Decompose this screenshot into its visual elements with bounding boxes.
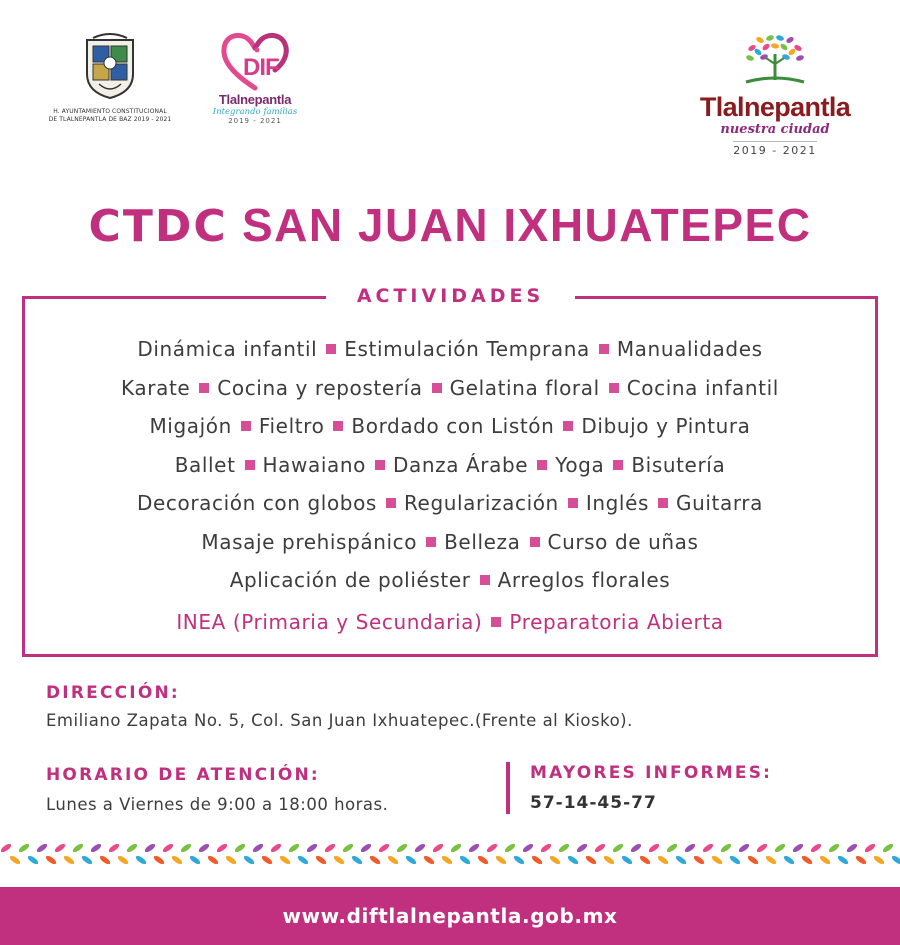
activity-line bbox=[22, 411, 878, 450]
leaf-shape bbox=[801, 854, 814, 865]
leaf-shape bbox=[702, 842, 715, 853]
leaf-shape bbox=[126, 842, 139, 853]
pink-square-icon bbox=[537, 460, 547, 470]
leaf-shape bbox=[252, 842, 265, 853]
leaf-shape bbox=[756, 842, 769, 853]
leaf-shape bbox=[567, 854, 580, 865]
leaf-shape bbox=[504, 842, 517, 853]
leaf-shape bbox=[378, 842, 391, 853]
activities-heading: ACTIVIDADES bbox=[356, 285, 545, 307]
pink-square-icon bbox=[609, 383, 619, 393]
leaf-shape bbox=[225, 854, 238, 865]
leaf-shape bbox=[639, 854, 652, 865]
leaf-shape bbox=[54, 842, 67, 853]
leaf-shape bbox=[207, 854, 220, 865]
hours-label: HORARIO DE ATENCIÓN: bbox=[46, 765, 320, 785]
page-title bbox=[0, 198, 900, 252]
leaf-shape bbox=[828, 842, 841, 853]
dif-city: Tlalnepantla bbox=[218, 92, 292, 107]
hours-text: Lunes a Viernes de 9:00 a 18:00 horas. bbox=[46, 795, 389, 814]
activity-line bbox=[22, 607, 878, 646]
leaf-shape bbox=[783, 854, 796, 865]
colorful-tree-icon bbox=[740, 34, 810, 86]
leaf-shape bbox=[72, 842, 85, 853]
leaf-shape bbox=[0, 842, 12, 853]
contact-label: MAYORES INFORMES: bbox=[530, 763, 773, 783]
activity-item: Curso de uñas bbox=[547, 529, 699, 554]
pink-square-icon bbox=[480, 575, 490, 585]
leaf-shape bbox=[684, 842, 697, 853]
address-label: DIRECCIÓN: bbox=[46, 683, 180, 703]
ayuntamiento-caption-line1: H. AYUNTAMIENTO CONSTITUCIONAL bbox=[53, 108, 167, 115]
pink-square-icon bbox=[599, 344, 609, 354]
pink-square-icon bbox=[432, 383, 442, 393]
activity-item: Hawaiano bbox=[262, 452, 366, 477]
leaf-shape bbox=[270, 842, 283, 853]
leaf-shape bbox=[531, 854, 544, 865]
pink-square-icon bbox=[333, 421, 343, 431]
leaf-shape bbox=[630, 842, 643, 853]
footer bbox=[0, 887, 900, 945]
leaf-shape bbox=[9, 854, 22, 865]
leaf-shape bbox=[612, 842, 625, 853]
leaf-shape bbox=[333, 854, 346, 865]
activity-item: Belleza bbox=[444, 529, 521, 554]
leaf-shape bbox=[45, 854, 58, 865]
leaf-shape bbox=[342, 842, 355, 853]
leaf-shape bbox=[117, 854, 130, 865]
leaf-shape bbox=[558, 842, 571, 853]
leaf-shape bbox=[468, 842, 481, 853]
leaf-shape bbox=[288, 842, 301, 853]
leaf-shape bbox=[144, 842, 157, 853]
leaf-shape bbox=[774, 842, 787, 853]
leaf-shape bbox=[621, 854, 634, 865]
activities-border-right bbox=[575, 296, 878, 299]
leaf-shape bbox=[891, 854, 900, 865]
leaf-shape bbox=[792, 842, 805, 853]
pink-square-icon bbox=[563, 421, 573, 431]
leaf-shape bbox=[180, 842, 193, 853]
leaf-shape bbox=[315, 854, 328, 865]
leaf-shape bbox=[63, 854, 76, 865]
leaf-shape bbox=[540, 842, 553, 853]
leaf-shape bbox=[864, 842, 877, 853]
address-text: Emiliano Zapata No. 5, Col. San Juan Ixhuatepec.(Frente al Kiosko). bbox=[46, 711, 633, 730]
pink-square-icon bbox=[426, 537, 436, 547]
leaf-shape bbox=[603, 854, 616, 865]
activity-item: INEA (Primaria y Secundaria) bbox=[176, 609, 483, 634]
leaf-shape bbox=[666, 842, 679, 853]
coat-of-arms-icon bbox=[79, 32, 141, 100]
leaf-shape bbox=[36, 842, 49, 853]
leaf-shape bbox=[495, 854, 508, 865]
leaf-shape bbox=[261, 854, 274, 865]
activity-item: Aplicación de poliéster bbox=[229, 568, 471, 592]
ayuntamiento-logo bbox=[40, 32, 180, 132]
leaf-shape bbox=[819, 854, 832, 865]
leaf-shape bbox=[486, 842, 499, 853]
leaf-shape bbox=[576, 842, 589, 853]
pink-square-icon bbox=[386, 498, 396, 508]
leaf-shape bbox=[450, 842, 463, 853]
leaf-shape bbox=[747, 854, 760, 865]
activity-item: Gelatina floral bbox=[449, 375, 600, 400]
colorful-leaf-pattern bbox=[0, 834, 900, 874]
pink-square-icon bbox=[245, 460, 255, 470]
activity-item: Masaje prehispánico bbox=[201, 529, 418, 554]
leaf-shape bbox=[18, 842, 31, 853]
pink-square-icon bbox=[530, 537, 540, 547]
leaf-shape bbox=[810, 842, 823, 853]
leaf-shape bbox=[846, 842, 859, 853]
leaf-shape bbox=[522, 842, 535, 853]
activity-item: Bordado con Listón bbox=[351, 414, 555, 438]
pink-square-icon bbox=[613, 460, 623, 470]
leaf-shape bbox=[513, 854, 526, 865]
activity-line bbox=[22, 527, 878, 566]
dif-logo bbox=[205, 30, 305, 130]
website-link[interactable]: www.diftlalnepantla.gob.mx bbox=[282, 904, 618, 928]
leaf-shape bbox=[198, 842, 211, 853]
leaf-shape bbox=[855, 854, 868, 865]
leaf-shape bbox=[549, 854, 562, 865]
leaf-shape bbox=[396, 842, 409, 853]
leaf-shape bbox=[387, 854, 400, 865]
ayuntamiento-caption bbox=[40, 108, 180, 124]
activity-line bbox=[22, 450, 878, 489]
activity-item: Estimulación Temprana bbox=[344, 337, 590, 361]
activity-item: Dinámica infantil bbox=[137, 337, 318, 361]
leaf-shape bbox=[432, 842, 445, 853]
heart-logo-icon bbox=[217, 30, 293, 92]
tlalnepantla-years: 2019 - 2021 bbox=[733, 141, 816, 157]
leaf-shape bbox=[648, 842, 661, 853]
leaf-shape bbox=[720, 842, 733, 853]
leaf-shape bbox=[477, 854, 490, 865]
page-title-part1: CTDC bbox=[88, 201, 228, 252]
activities-list bbox=[22, 334, 878, 645]
leaf-shape bbox=[729, 854, 742, 865]
leaf-shape bbox=[369, 854, 382, 865]
dif-years: 2019 - 2021 bbox=[228, 117, 282, 125]
contact-phone: 57-14-45-77 bbox=[530, 793, 657, 813]
leaf-shape bbox=[297, 854, 310, 865]
pink-square-icon bbox=[568, 498, 578, 508]
leaf-shape bbox=[711, 854, 724, 865]
dif-logo-word: DIF bbox=[243, 54, 279, 81]
activity-item: Fieltro bbox=[258, 414, 325, 438]
pink-square-icon bbox=[241, 421, 251, 431]
activity-item: Yoga bbox=[555, 452, 605, 477]
leaf-shape bbox=[27, 854, 40, 865]
leaf-shape bbox=[90, 842, 103, 853]
leaf-shape bbox=[108, 842, 121, 853]
leaf-shape bbox=[675, 854, 688, 865]
leaf-shape bbox=[324, 842, 337, 853]
tlalnepantla-name: Tlalnepantla bbox=[699, 92, 851, 122]
leaf-shape bbox=[693, 854, 706, 865]
tlalnepantla-logo bbox=[680, 34, 870, 164]
dif-tagline: Integrando familias bbox=[212, 107, 298, 117]
leaf-shape bbox=[837, 854, 850, 865]
activities-border-left bbox=[22, 296, 326, 299]
activity-item: Cocina y repostería bbox=[217, 375, 423, 400]
activity-item: Preparatoria Abierta bbox=[509, 609, 724, 634]
leaf-shape bbox=[189, 854, 202, 865]
activity-line bbox=[22, 488, 878, 527]
leaf-shape bbox=[585, 854, 598, 865]
activity-item: Karate bbox=[121, 375, 191, 400]
pink-square-icon bbox=[326, 344, 336, 354]
leaf-shape bbox=[243, 854, 256, 865]
activity-item: Cocina infantil bbox=[626, 375, 779, 400]
leaf-shape bbox=[81, 854, 94, 865]
leaf-shape bbox=[234, 842, 247, 853]
pink-square-icon bbox=[491, 617, 501, 627]
activity-item: Migajón bbox=[149, 414, 232, 438]
leaf-shape bbox=[279, 854, 292, 865]
activity-item: Bisutería bbox=[631, 452, 726, 477]
activity-line bbox=[22, 334, 878, 373]
activity-item: Dibujo y Pintura bbox=[581, 414, 751, 438]
leaf-shape bbox=[153, 854, 166, 865]
leaf-shape bbox=[135, 854, 148, 865]
activity-line bbox=[22, 565, 878, 604]
leaf-shape bbox=[162, 842, 175, 853]
leaf-shape bbox=[882, 842, 895, 853]
leaf-shape bbox=[459, 854, 472, 865]
leaf-shape bbox=[306, 842, 319, 853]
pink-square-icon bbox=[658, 498, 668, 508]
activity-item: Guitarra bbox=[676, 491, 763, 515]
leaf-shape bbox=[423, 854, 436, 865]
leaf-shape bbox=[216, 842, 229, 853]
leaf-shape bbox=[171, 854, 184, 865]
pink-square-icon bbox=[375, 460, 385, 470]
leaf-shape bbox=[765, 854, 778, 865]
activity-line bbox=[22, 373, 878, 412]
leaf-shape bbox=[414, 842, 427, 853]
leaf-shape bbox=[351, 854, 364, 865]
leaf-shape bbox=[405, 854, 418, 865]
leaf-shape bbox=[441, 854, 454, 865]
leaf-shape bbox=[360, 842, 373, 853]
pink-square-icon bbox=[199, 383, 209, 393]
ayuntamiento-caption-line2: DE TLALNEPANTLA DE BAZ 2019 - 2021 bbox=[48, 116, 172, 123]
tlalnepantla-subtitle: nuestra ciudad bbox=[720, 122, 830, 137]
leaf-shape bbox=[873, 854, 886, 865]
leaf-shape bbox=[657, 854, 670, 865]
activity-item: Arreglos florales bbox=[497, 568, 671, 592]
activity-item: Inglés bbox=[585, 491, 649, 515]
activity-item: Danza Árabe bbox=[392, 452, 529, 477]
activity-item: Regularización bbox=[403, 491, 559, 515]
info-divider bbox=[506, 762, 510, 814]
activity-item: Decoración con globos bbox=[137, 491, 377, 515]
leaf-shape bbox=[738, 842, 751, 853]
leaf-shape bbox=[99, 854, 112, 865]
activity-item: Manualidades bbox=[616, 337, 763, 361]
leaf-shape bbox=[594, 842, 607, 853]
page-title-part2: SAN JUAN IXHUATEPEC bbox=[241, 199, 812, 251]
activity-item: Ballet bbox=[174, 452, 236, 477]
